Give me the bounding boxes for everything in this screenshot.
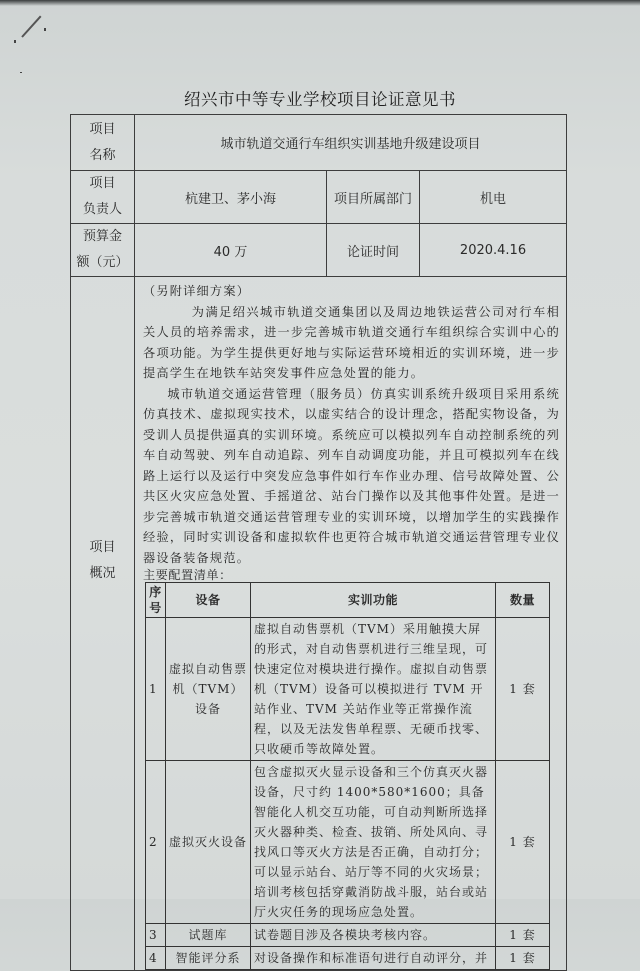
row-qty: 1 套 [496,924,550,947]
row-device: 虚拟灭火设备 [166,761,251,924]
row-seq: 3 [146,924,166,947]
project-leader-value: 杭建卫、茅小海 [135,171,327,224]
row-function: 虚拟自动售票机（TVM）采用触摸大屏的形式，对自动售票机进行三维呈现，可快速定位对模块进行操作。虚拟自动售票机（TVM）设备可以模拟进行 TVM 开站作业、TVM 关站作业等正常操作流程，以及无法发售单程票、无硬币找零、只收硬币等故障处置。 [251,618,496,761]
budget-value: 40 万 [135,224,327,277]
label-line: 项目 [89,176,116,191]
speck [14,40,16,43]
row-project-leader [71,171,567,224]
row-budget [71,224,567,277]
document-title: 绍兴市中等专业学校项目论证意见书 [184,90,456,109]
row-project-name [71,115,567,171]
row-device: 试题库 [166,924,251,947]
config-row [146,924,550,947]
label-line: 名称 [89,147,116,163]
label-line: 概况 [89,566,116,581]
header-function: 实训功能 [251,583,496,618]
row-seq: 4 [146,947,166,970]
label-line: 额（元） [76,255,129,270]
config-row [146,761,550,924]
review-date-label: 论证时间 [327,224,420,277]
project-name-label [71,115,135,171]
config-row [146,618,550,761]
overview-label [71,277,135,971]
config-row [146,947,550,970]
header-device: 设备 [166,583,251,618]
row-function: 包含虚拟灭火显示设备和三个仿真灭火器设备，尺寸约 1400*580*1600；具备智能化人机交互功能，可自动判断所选择灭火器种类、检查、拔销、所处风向、寻找风口等灭火方法是否正确，自动打分；可以显示站台、站厅等不同的火灾场景；培训考核包括穿戴消防战斗服，站台或站厅火灾任务的现场应急处置。 [251,761,496,924]
row-overview [71,277,567,971]
header-seq: 序号 [146,583,166,618]
department-value: 机电 [420,171,567,224]
row-qty: 1 套 [496,761,550,924]
row-seq: 2 [146,761,166,924]
config-header-row [146,583,550,618]
row-qty: 1 套 [496,618,550,761]
header-qty: 数量 [496,583,550,618]
row-function: 对设备操作和标准语句进行自动评分，并 [251,947,496,970]
label-line: 负责人 [82,202,122,217]
row-device: 智能评分系 [166,947,251,970]
project-leader-label [71,171,135,224]
config-list-title: 主要配置清单： [143,568,232,582]
row-function: 试卷题目涉及各模块考核内容。 [251,924,496,947]
label-line: 项目 [89,121,116,137]
overview-content [135,277,567,971]
overview-paragraph-1: 为满足绍兴城市轨道交通集团以及周边地铁运营公司对行车相关人员的培养需求，进一步完善城市轨道交通行车组织综合实训中心的各项功能。为学生提供更好地与实际运营环境相近的实训环境，进一步提高学生在地铁车站突发事件应急处置的能力。 [143,304,561,380]
row-seq: 1 [146,618,166,761]
row-qty: 1 套 [496,947,550,970]
review-date-value: 2020.4.16 [420,224,567,277]
budget-label [71,224,135,277]
pencil-mark [21,16,41,38]
label-line: 项目 [89,540,116,555]
overview-paragraph-2: 城市轨道交通运营管理（服务员）仿真实训系统升级项目采用系统仿真技术、虚拟现实技术，以虚实结合的设计理念，搭配实物设备，为受训人员提供逼真的实训环境。系统应可以模拟列车自动控制系统的列车自动驾驶、列车自动追踪、列车自动调度功能，并且可模拟列车在线路上运行以及运行中突发应急事件如行车作业办理、信号故障处置、公共区火灾应急处置、手摇道岔、站台门操作以及其他事件处置。是进一步完善城市轨道交通运营管理专业的实训环境，以增加学生的实践操作经验，同时实训设备和虚拟软件也更符合城市轨道交通运营管理专业仪器设备装备规范。 [143,386,561,565]
speck [20,72,22,73]
label-line: 预算金 [82,229,122,244]
page-top-shadow [0,0,640,6]
project-name-value: 城市轨道交通行车组织实训基地升级建设项目 [135,115,567,171]
row-device: 虚拟自动售票机（TVM）设备 [166,618,251,761]
department-label: 项目所属部门 [327,171,420,224]
overview-note: （另附详细方案） [143,284,251,298]
speck [44,28,46,31]
review-form-table [70,114,567,971]
config-table [145,582,550,970]
